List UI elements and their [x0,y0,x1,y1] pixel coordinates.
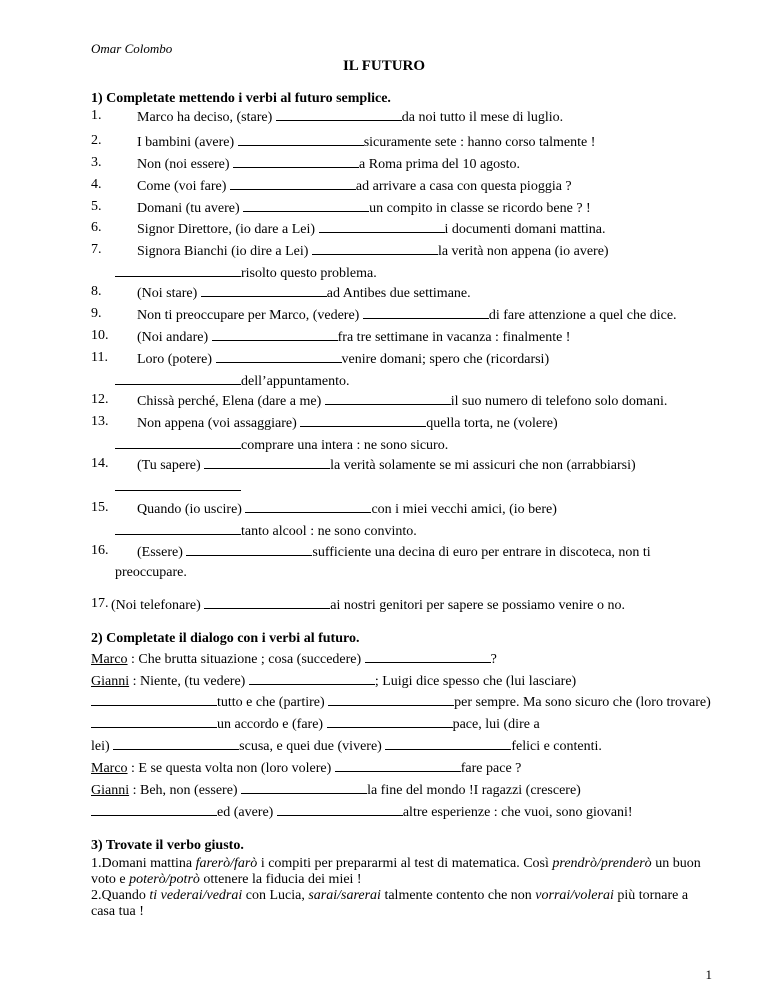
exercise-item [137,284,713,302]
item-number: 7. [91,242,102,257]
item-prompt: Domani (tu avere) [137,201,240,216]
item-prompt: Loro (potere) [137,352,213,367]
dialog-text: : Che brutta situazione ; cosa (succedere) [131,652,362,667]
exercise3-paragraph-1 [91,856,713,888]
item-number: 15. [91,500,109,515]
exercise-item [137,108,713,126]
answer-blank[interactable] [201,284,327,297]
dialog-text: lei) [91,739,110,754]
section3-heading: 3) Trovate il verbo giusto. [91,838,244,853]
dialog-text: la fine del mondo !I ragazzi (crescere) [367,783,581,798]
exercise-item [137,133,713,151]
dialog-text: ed (avere) [217,805,274,820]
dialog-line-gianni-1c [91,715,713,733]
dialog-text: ; Luigi dice spesso che (lui lasciare) [374,674,577,689]
item-number: 5. [91,199,102,214]
item-prompt: (Noi telefonare) [111,598,201,613]
answer-blank[interactable] [328,693,454,706]
exercise-item [137,543,713,561]
exercise-item [137,306,713,324]
item-continuation: fra tre settimane in vacanza : finalmente ! [337,330,571,345]
speaker-gianni: Gianni [91,674,130,689]
verb-choice[interactable]: prendrò/prenderò [552,856,652,871]
item-continuation: da noi tutto il mese di luglio. [401,110,564,125]
speaker-marco: Marco [91,652,128,667]
item-prompt: Chissà perché, Elena (dare a me) [137,394,322,409]
answer-blank[interactable] [243,199,369,212]
paragraph-text: ottenere la fiducia dei miei ! [199,872,362,887]
exercise-item [137,199,713,217]
answer-blank[interactable] [230,177,356,190]
verb-choice[interactable]: ti vederai/vedrai [149,888,243,903]
exercise-item-continuation [115,264,713,282]
paragraph-text: più tornare a casa tua ! [91,888,689,919]
dialog-line-gianni-1d [91,737,713,755]
dialog-text: scusa, e quei due (vivere) [239,739,382,754]
paragraph-text: con Lucia, [242,888,309,903]
dialog-text: un accordo e (fare) [217,717,324,732]
verb-choice[interactable]: poterò/potrò [129,872,200,887]
paragraph-text: talmente contento che non [380,888,536,903]
item-prompt: I bambini (avere) [137,135,235,150]
dialog-text: pace, lui (dire a [452,717,540,732]
item-number: 1. [91,108,102,123]
item-continuation: il suo numero di telefono solo domani. [450,394,668,409]
item-continuation: ai nostri genitori per sapere se possiamo venire o no. [330,598,625,613]
item-number: 17. [91,596,109,611]
item-prompt: Non (noi essere) [137,157,230,172]
exercise-item [137,456,713,474]
answer-blank[interactable] [91,693,217,706]
speaker-gianni: Gianni [91,783,130,798]
answer-blank[interactable] [277,803,403,816]
item-prompt: Non appena (voi assaggiare) [137,416,297,431]
dialog-line-gianni-1b [91,693,713,711]
item-prompt: Non ti preoccupare per Marco, (vedere) [137,308,360,323]
verb-choice[interactable]: sarai/sarerai [308,888,381,903]
item-continuation: di fare attenzione a quel che dice. [488,308,677,323]
item-prompt: Signora Bianchi (io dire a Lei) [137,244,309,259]
item-number: 14. [91,456,109,471]
exercise-item-continuation [115,565,713,581]
answer-blank[interactable] [91,803,217,816]
item-prompt: Quando (io uscire) [137,502,242,517]
exercise-item-continuation [115,522,713,540]
item-number: 12. [91,392,109,407]
item-number: 8. [91,284,102,299]
exercise-item [111,596,713,614]
answer-blank[interactable] [327,715,453,728]
item-continuation: a Roma prima del 10 agosto. [359,157,520,172]
dialog-line-marco-2 [91,759,713,777]
page-number: 1 [705,967,712,982]
item-continuation: ad Antibes due settimane. [326,286,471,301]
dialog-text: ? [490,652,497,667]
item-number: 3. [91,155,102,170]
exercise-item [137,220,713,238]
answer-blank[interactable] [325,392,451,405]
exercise-item-continuation [115,436,713,454]
exercise-item [137,392,713,410]
speaker-marco: Marco [91,761,128,776]
section2-heading: 2) Completate il dialogo con i verbi al futuro. [91,631,360,646]
item-continuation: un compito in classe se ricordo bene ? ! [369,201,591,216]
exercise3-paragraph-2 [91,888,713,920]
answer-blank[interactable] [385,737,511,750]
answer-blank[interactable] [319,220,445,233]
answer-blank[interactable] [204,456,330,469]
author-name: Omar Colombo [91,41,173,56]
item-continuation: sufficiente una decina di euro per entrare in discoteca, non ti [312,545,651,560]
dialog-text: felici e contenti. [511,739,602,754]
answer-blank[interactable] [115,478,241,491]
item-continuation: la verità non appena (io avere) [437,244,609,259]
exercise-item [137,155,713,173]
answer-blank[interactable] [241,781,367,794]
answer-blank[interactable] [335,759,461,772]
exercise-item-continuation [115,478,713,496]
item-number: 10. [91,328,109,343]
dialog-line-gianni-2b [91,803,713,821]
exercise-item [137,328,713,346]
item-continuation: risolto questo problema. [241,266,377,281]
verb-choice[interactable]: vorrai/volerai [535,888,614,903]
answer-blank[interactable] [238,133,364,146]
answer-blank[interactable] [115,522,241,535]
item-prompt: Come (voi fare) [137,179,227,194]
item-continuation: tanto alcool : ne sono convinto. [241,524,417,539]
item-continuation: sicuramente sete : hanno corso talmente ! [363,135,596,150]
dialog-line-gianni-2a [91,781,713,799]
answer-blank[interactable] [365,650,491,663]
dialog-text: : E se questa volta non (loro volere) [131,761,332,776]
answer-blank[interactable] [113,737,239,750]
answer-blank[interactable] [216,350,342,363]
item-prompt: Signor Direttore, (io dare a Lei) [137,222,316,237]
item-number: 6. [91,220,102,235]
answer-blank[interactable] [245,500,371,513]
page-title: IL FUTURO [342,58,426,74]
dialog-text: per sempre. Ma sono sicuro che (loro trovare) [454,695,711,710]
answer-blank[interactable] [91,715,217,728]
item-number: 13. [91,414,109,429]
answer-blank[interactable] [212,328,338,341]
exercise-item [137,242,713,260]
paragraph-text: i compiti per prepararmi al test di matematica. Così [257,856,553,871]
item-prompt: (Tu sapere) [137,458,201,473]
item-number: 2. [91,133,102,148]
paragraph-text: un buon voto e [91,856,701,887]
answer-blank[interactable] [300,414,426,427]
item-continuation: con i miei vecchi amici, (io bere) [371,502,557,517]
item-continuation: la verità solamente se mi assicuri che non (arrabbiarsi) [330,458,636,473]
answer-blank[interactable] [204,596,330,609]
item-prompt: (Noi andare) [137,330,209,345]
dialog-text: : Niente, (tu vedere) [132,674,246,689]
dialog-text: altre esperienze : che vuoi, sono giovani! [402,805,633,820]
dialog-text: tutto e che (partire) [217,695,325,710]
answer-blank[interactable] [186,543,312,556]
paragraph-text: 1.Domani mattina [91,856,196,871]
item-number: 4. [91,177,102,192]
exercise-item-continuation [115,372,713,390]
item-number: 9. [91,306,102,321]
item-continuation: quella torta, ne (volere) [426,416,558,431]
item-prompt: (Noi stare) [137,286,198,301]
exercise-item [137,500,713,518]
dialog-text: : Beh, non (essere) [132,783,238,798]
item-continuation: venire domani; spero che (ricordarsi) [341,352,550,367]
item-continuation: comprare una intera : ne sono sicuro. [241,438,449,453]
item-prompt: (Essere) [137,545,183,560]
item-number: 16. [91,543,109,558]
dialog-line-marco-1 [91,650,713,668]
exercise-item [137,414,713,432]
paragraph-text: 2.Quando [91,888,150,903]
item-continuation: ad arrivare a casa con questa pioggia ? [355,179,572,194]
exercise-item [137,177,713,195]
item-continuation: i documenti domani mattina. [444,222,606,237]
dialog-line-gianni-1a [91,672,713,690]
section1-heading: 1) Completate mettendo i verbi al futuro semplice. [91,91,391,106]
answer-blank[interactable] [276,108,402,121]
answer-blank[interactable] [363,306,489,319]
verb-choice[interactable]: farerò/farò [195,856,258,871]
exercise-item [137,350,713,368]
answer-blank[interactable] [115,372,241,385]
answer-blank[interactable] [249,672,375,685]
dialog-text: fare pace ? [460,761,522,776]
item-number: 11. [91,350,108,365]
item-continuation: preoccupare. [115,565,187,580]
item-continuation: dell’appuntamento. [241,374,350,389]
answer-blank[interactable] [115,436,241,449]
answer-blank[interactable] [115,264,241,277]
item-prompt: Marco ha deciso, (stare) [137,110,273,125]
answer-blank[interactable] [233,155,359,168]
answer-blank[interactable] [312,242,438,255]
